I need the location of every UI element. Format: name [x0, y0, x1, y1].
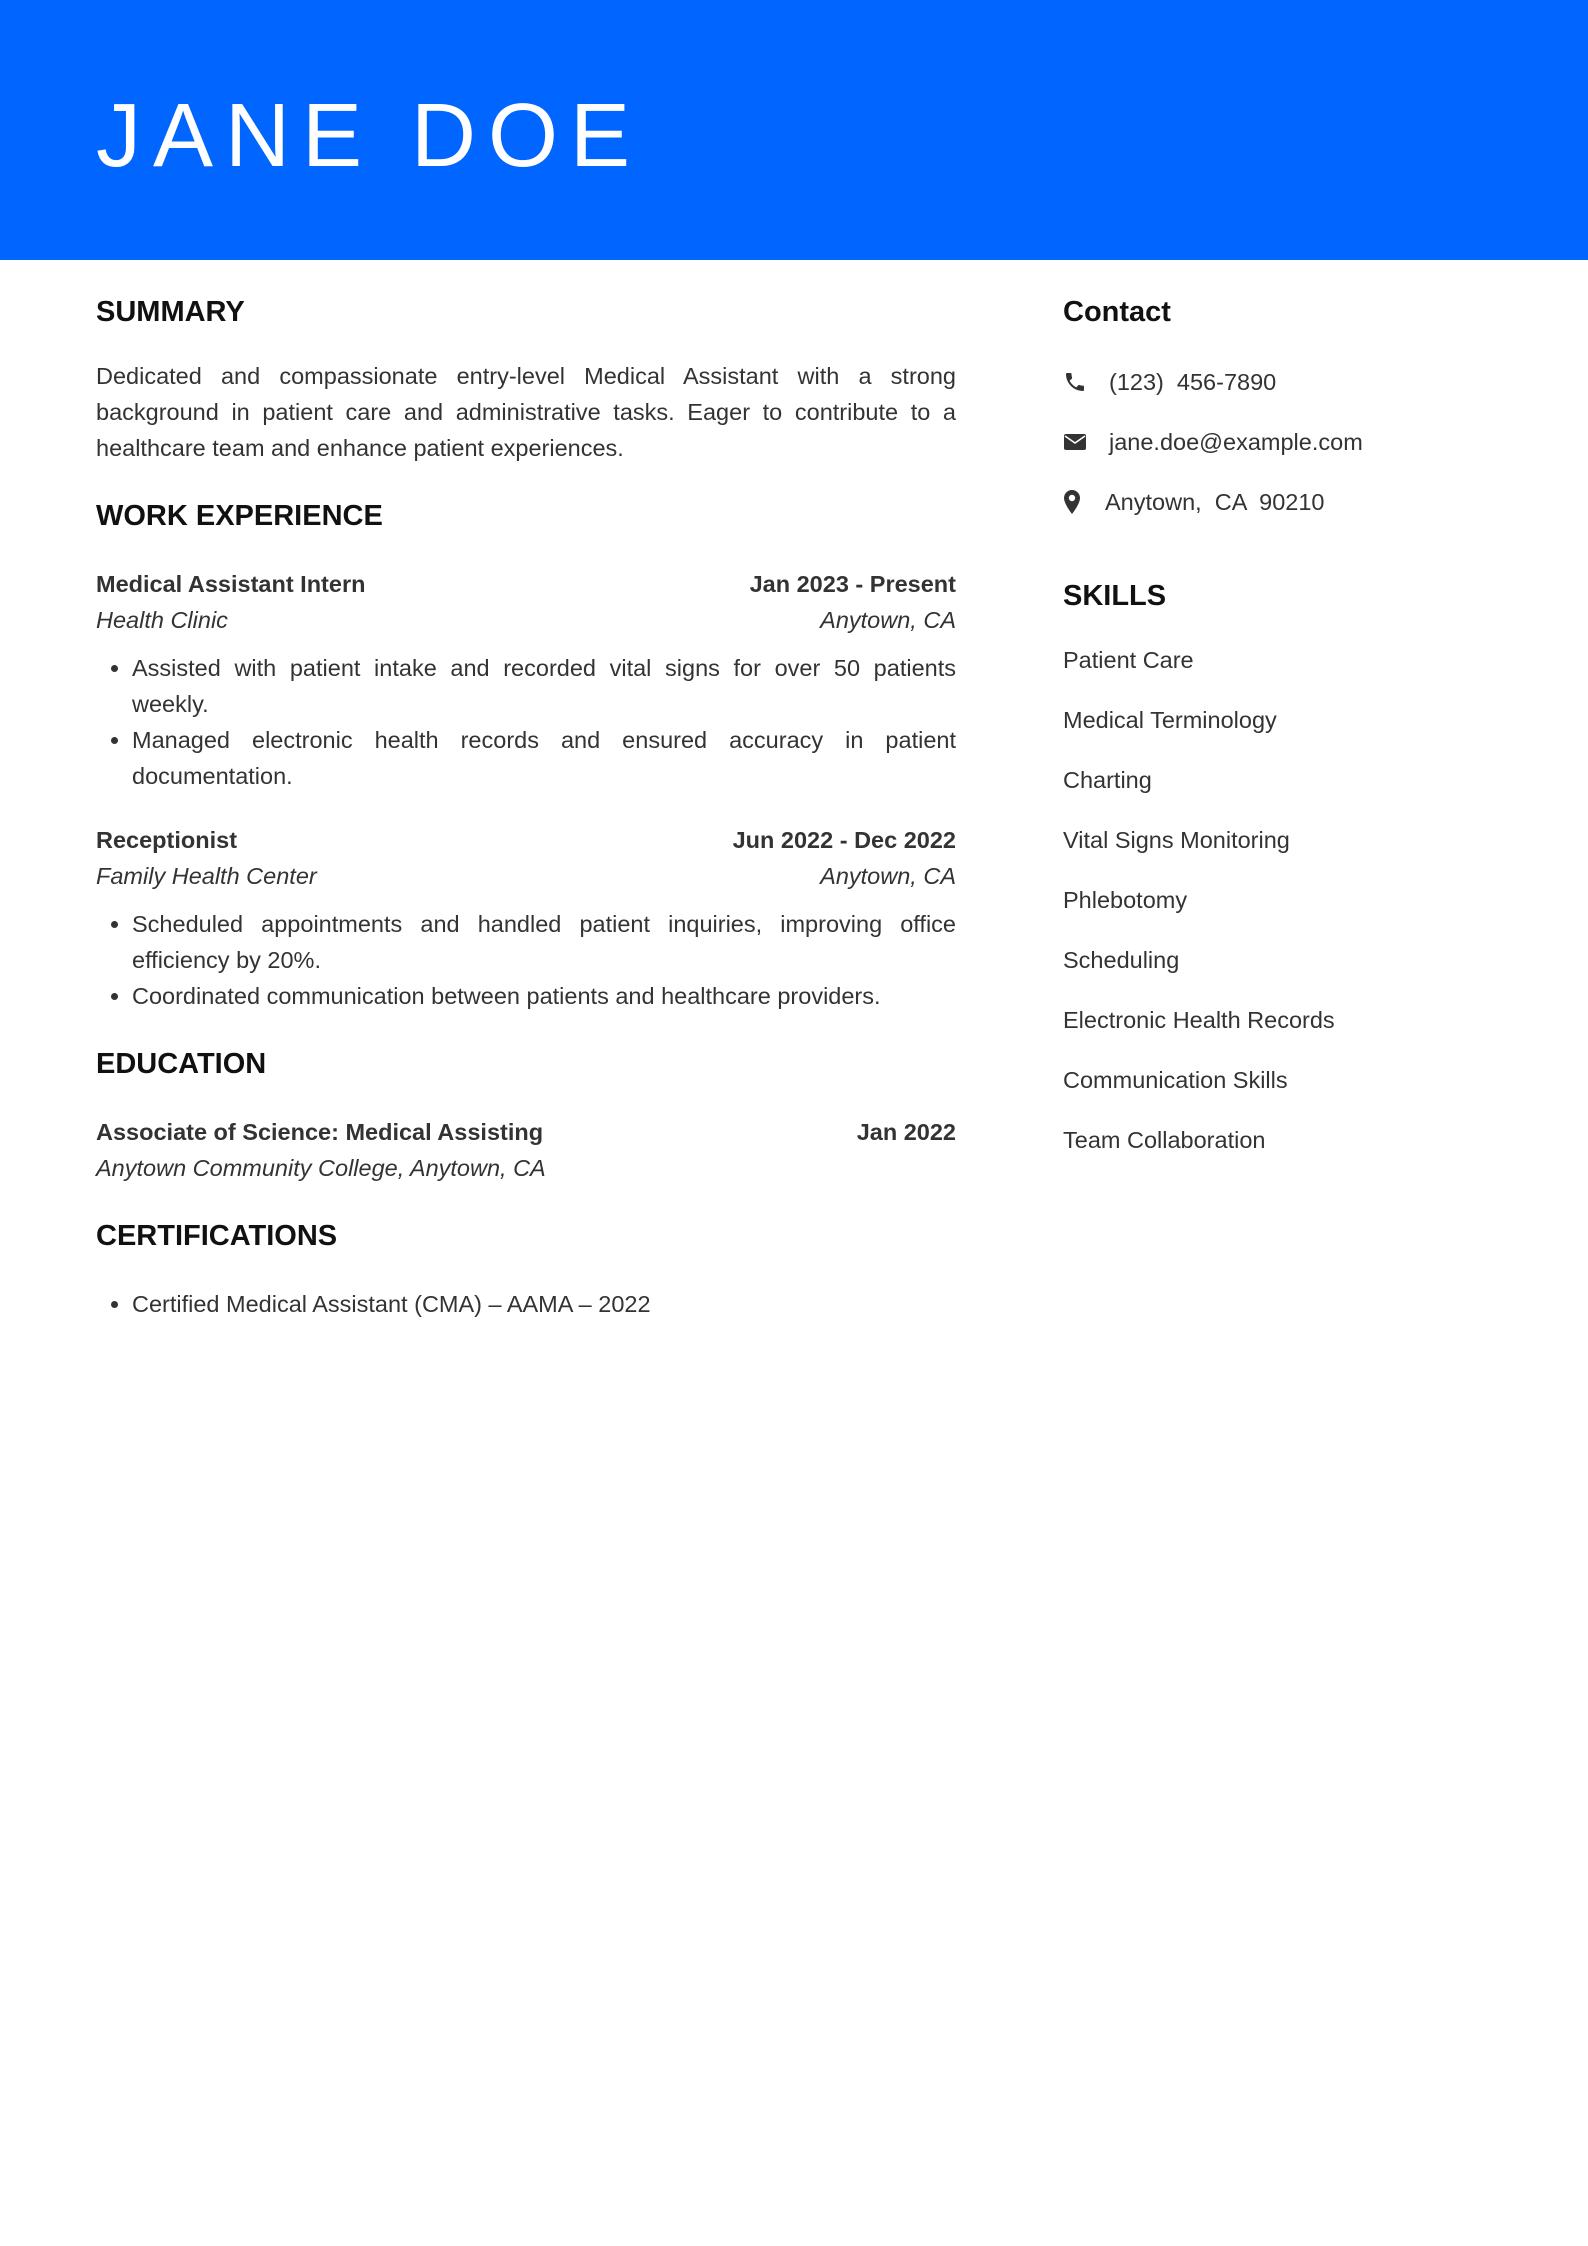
education-entry: [96, 1114, 956, 1186]
contact-phone: [1063, 362, 1503, 402]
job-bullet: • Coordinated communication between patients and healthcare providers.: [132, 978, 956, 1014]
job-location: Anytown, CA: [820, 863, 956, 889]
job-role: Medical Assistant Intern: [96, 571, 366, 597]
map-marker-icon: [1063, 489, 1083, 515]
certifications-title: CERTIFICATIONS: [96, 1220, 338, 1252]
skill-item: Scheduling: [1063, 947, 1180, 973]
skills-title: SKILLS: [1063, 580, 1167, 612]
summary-text: Dedicated and compassionate entry-level Medical Assistant with a strong background in patient care and administrative tasks. Eager to contribute to a healthcare team and enhance patient experiences.: [96, 363, 956, 461]
phone-icon: [1063, 369, 1089, 395]
contact-list: [1063, 362, 1503, 522]
sidebar-column: [1063, 292, 1503, 1182]
job-dates: Jan 2023 - Present: [749, 571, 956, 597]
contact-phone-text: (123) 456-7890: [1109, 368, 1277, 395]
education-title: EDUCATION: [96, 1048, 267, 1080]
certification-list: [96, 1286, 956, 1322]
job-bullet: • Assisted with patient intake and recorded vital signs for over 50 patients weekly.: [132, 650, 956, 722]
skill-item: Vital Signs Monitoring: [1063, 827, 1290, 853]
job-bullet: • Managed electronic health records and ensured accuracy in patient documentation.: [132, 722, 956, 794]
skill-item: Communication Skills: [1063, 1067, 1288, 1093]
education-school: Anytown Community College, Anytown, CA: [96, 1155, 546, 1181]
job-bullet: • Scheduled appointments and handled patient inquiries, improving office efficiency by 20%.: [132, 906, 956, 978]
job-dates: Jun 2022 - Dec 2022: [732, 827, 956, 853]
contact-address: [1063, 482, 1503, 522]
job-bullets: [96, 650, 956, 794]
job-entry: [96, 566, 956, 794]
skill-item: Phlebotomy: [1063, 887, 1188, 913]
job-employer: Family Health Center: [96, 863, 317, 889]
job-location: Anytown, CA: [820, 607, 956, 633]
education-date: Jan 2022: [856, 1119, 956, 1145]
envelope-icon: [1063, 429, 1089, 455]
job-list: [96, 566, 956, 1014]
contact-address-text: Anytown, CA 90210: [1105, 488, 1325, 515]
skill-item: Electronic Health Records: [1063, 1007, 1335, 1033]
contact-email: [1063, 422, 1503, 462]
job-bullets: [96, 906, 956, 1014]
skill-item: Charting: [1063, 767, 1152, 793]
contact-email-text: jane.doe@example.com: [1109, 428, 1363, 455]
skills-list: [1063, 642, 1503, 1158]
skill-item: Patient Care: [1063, 647, 1194, 673]
certification-item: • Certified Medical Assistant (CMA) – AAMA – 2022: [132, 1286, 956, 1322]
summary-title: SUMMARY: [96, 296, 245, 328]
contact-title: Contact: [1063, 296, 1171, 328]
education-degree: Associate of Science: Medical Assisting: [96, 1119, 544, 1145]
job-entry: [96, 822, 956, 1014]
candidate-name: JANE DOE: [96, 86, 643, 186]
work-experience-title: WORK EXPERIENCE: [96, 500, 383, 532]
job-employer: Health Clinic: [96, 607, 228, 633]
skill-item: Medical Terminology: [1063, 707, 1277, 733]
skill-item: Team Collaboration: [1063, 1127, 1266, 1153]
job-role: Receptionist: [96, 827, 238, 853]
header-banner: [0, 0, 1588, 260]
main-column: [96, 292, 956, 1322]
